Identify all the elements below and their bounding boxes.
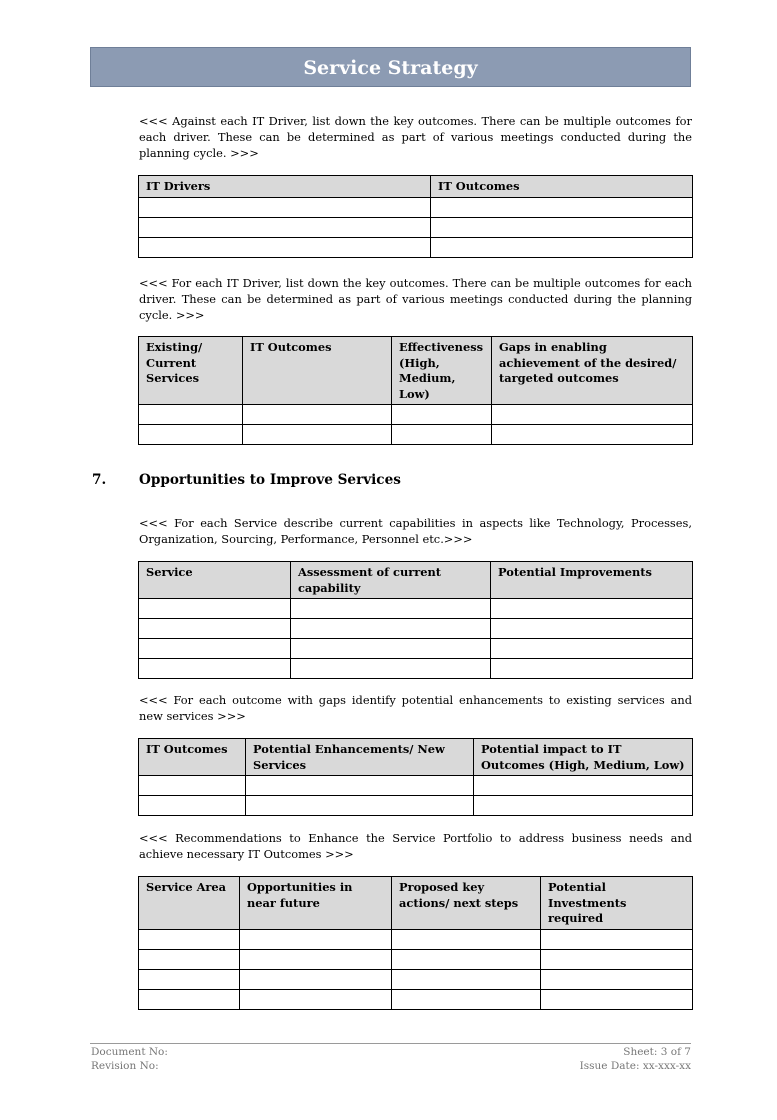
footer-issue-date: Issue Date: xx-xxx-xx [579,1060,691,1072]
table-cell[interactable] [243,425,392,445]
table-row [139,796,693,816]
table-cell[interactable] [492,425,693,445]
table-cell[interactable] [392,989,541,1009]
table-cell[interactable] [139,989,240,1009]
table-cell[interactable] [139,405,243,425]
table-service-capability [138,561,693,679]
table-cell[interactable] [431,217,693,237]
table-cell[interactable] [139,197,431,217]
column-header: Potential impact to IT Outcomes (High, Medium, Low) [474,739,693,776]
column-header: Gaps in enabling achievement of the desired/ targeted outcomes [492,337,693,405]
section-number: 7. [92,472,107,488]
table-cell[interactable] [392,425,492,445]
table-header-row [139,562,693,599]
table-cell[interactable] [291,599,491,619]
intro-recommendations: <<< Recommendations to Enhance the Service Portfolio to address business needs and achieve necessary IT Outcomes >>> [139,831,692,861]
table-cell[interactable] [541,969,693,989]
column-header: Opportunities in near future [240,877,392,930]
table-cell[interactable] [139,796,246,816]
table-cell[interactable] [246,796,474,816]
table-header-row [139,739,693,776]
table-header-row [139,877,693,930]
table-row [139,776,693,796]
column-header: Potential Investments required [541,877,693,930]
table-header-row [139,337,693,405]
intro-enhancements: <<< For each outcome with gaps identify potential enhancements to existing services and new services >>> [139,693,692,723]
table-cell[interactable] [139,237,431,257]
column-header: IT Drivers [139,176,431,198]
table-cell[interactable] [492,405,693,425]
section-title: Opportunities to Improve Services [139,472,401,488]
table-row [139,599,693,619]
table-row [139,969,693,989]
table-cell[interactable] [541,929,693,949]
footer-document-no: Document No: [91,1046,168,1058]
table-cell[interactable] [392,405,492,425]
table-header-row [139,176,693,198]
column-header: Assessment of current capability [291,562,491,599]
column-header: Effectiveness (High, Medium, Low) [392,337,492,405]
footer-revision-no: Revision No: [91,1060,159,1072]
column-header: IT Outcomes [243,337,392,405]
table-row [139,949,693,969]
table-cell[interactable] [139,639,291,659]
table-cell[interactable] [240,929,392,949]
table-row [139,405,693,425]
table-cell[interactable] [291,659,491,679]
table-row [139,659,693,679]
table-row [139,989,693,1009]
table-cell[interactable] [491,599,693,619]
table-row [139,929,693,949]
table-cell[interactable] [541,949,693,969]
table-cell[interactable] [474,776,693,796]
table-cell[interactable] [139,619,291,639]
column-header: Proposed key actions/ next steps [392,877,541,930]
table-recommendations [138,876,693,1010]
column-header: Service Area [139,877,240,930]
table-cell[interactable] [240,989,392,1009]
table-cell[interactable] [431,237,693,257]
table-row [139,237,693,257]
table-cell[interactable] [139,949,240,969]
intro-it-drivers: <<< Against each IT Driver, list down the key outcomes. There can be multiple outcomes for each driver. These can be determined as part of various meetings conducted during the planning cycle. >>> [139,114,692,160]
table-row [139,425,693,445]
table-row [139,217,693,237]
table-cell[interactable] [541,989,693,1009]
table-cell[interactable] [431,197,693,217]
table-cell[interactable] [392,969,541,989]
table-cell[interactable] [291,639,491,659]
table-row [139,619,693,639]
table-cell[interactable] [474,796,693,816]
column-header: IT Outcomes [139,739,246,776]
table-cell[interactable] [246,776,474,796]
table-cell[interactable] [240,969,392,989]
intro-outcomes: <<< For each IT Driver, list down the key outcomes. There can be multiple outcomes for each driver. These can be determined as part of various meetings conducted during the planning cycle. >>> [139,276,692,322]
footer-divider [90,1043,691,1044]
table-cell[interactable] [139,969,240,989]
header-banner [90,47,691,87]
table-cell[interactable] [139,425,243,445]
table-cell[interactable] [139,929,240,949]
table-cell[interactable] [392,929,541,949]
table-cell[interactable] [243,405,392,425]
table-enhancements [138,738,693,816]
table-cell[interactable] [392,949,541,969]
table-cell[interactable] [139,599,291,619]
table-cell[interactable] [491,619,693,639]
table-services-outcomes [138,336,693,445]
footer-sheet: Sheet: 3 of 7 [623,1046,691,1058]
table-cell[interactable] [139,217,431,237]
column-header: Potential Improvements [491,562,693,599]
table-cell[interactable] [240,949,392,969]
table-cell[interactable] [491,659,693,679]
table-cell[interactable] [139,659,291,679]
column-header: Existing/ Current Services [139,337,243,405]
table-it-drivers [138,175,693,258]
column-header: Service [139,562,291,599]
table-cell[interactable] [139,776,246,796]
page-title: Service Strategy [303,57,478,79]
column-header: Potential Enhancements/ New Services [246,739,474,776]
column-header: IT Outcomes [431,176,693,198]
intro-capabilities: <<< For each Service describe current capabilities in aspects like Technology, Processes, Organization, Sourcing, Performance, Personnel etc.>>> [139,516,692,546]
table-cell[interactable] [291,619,491,639]
table-row [139,197,693,217]
table-cell[interactable] [491,639,693,659]
table-row [139,639,693,659]
